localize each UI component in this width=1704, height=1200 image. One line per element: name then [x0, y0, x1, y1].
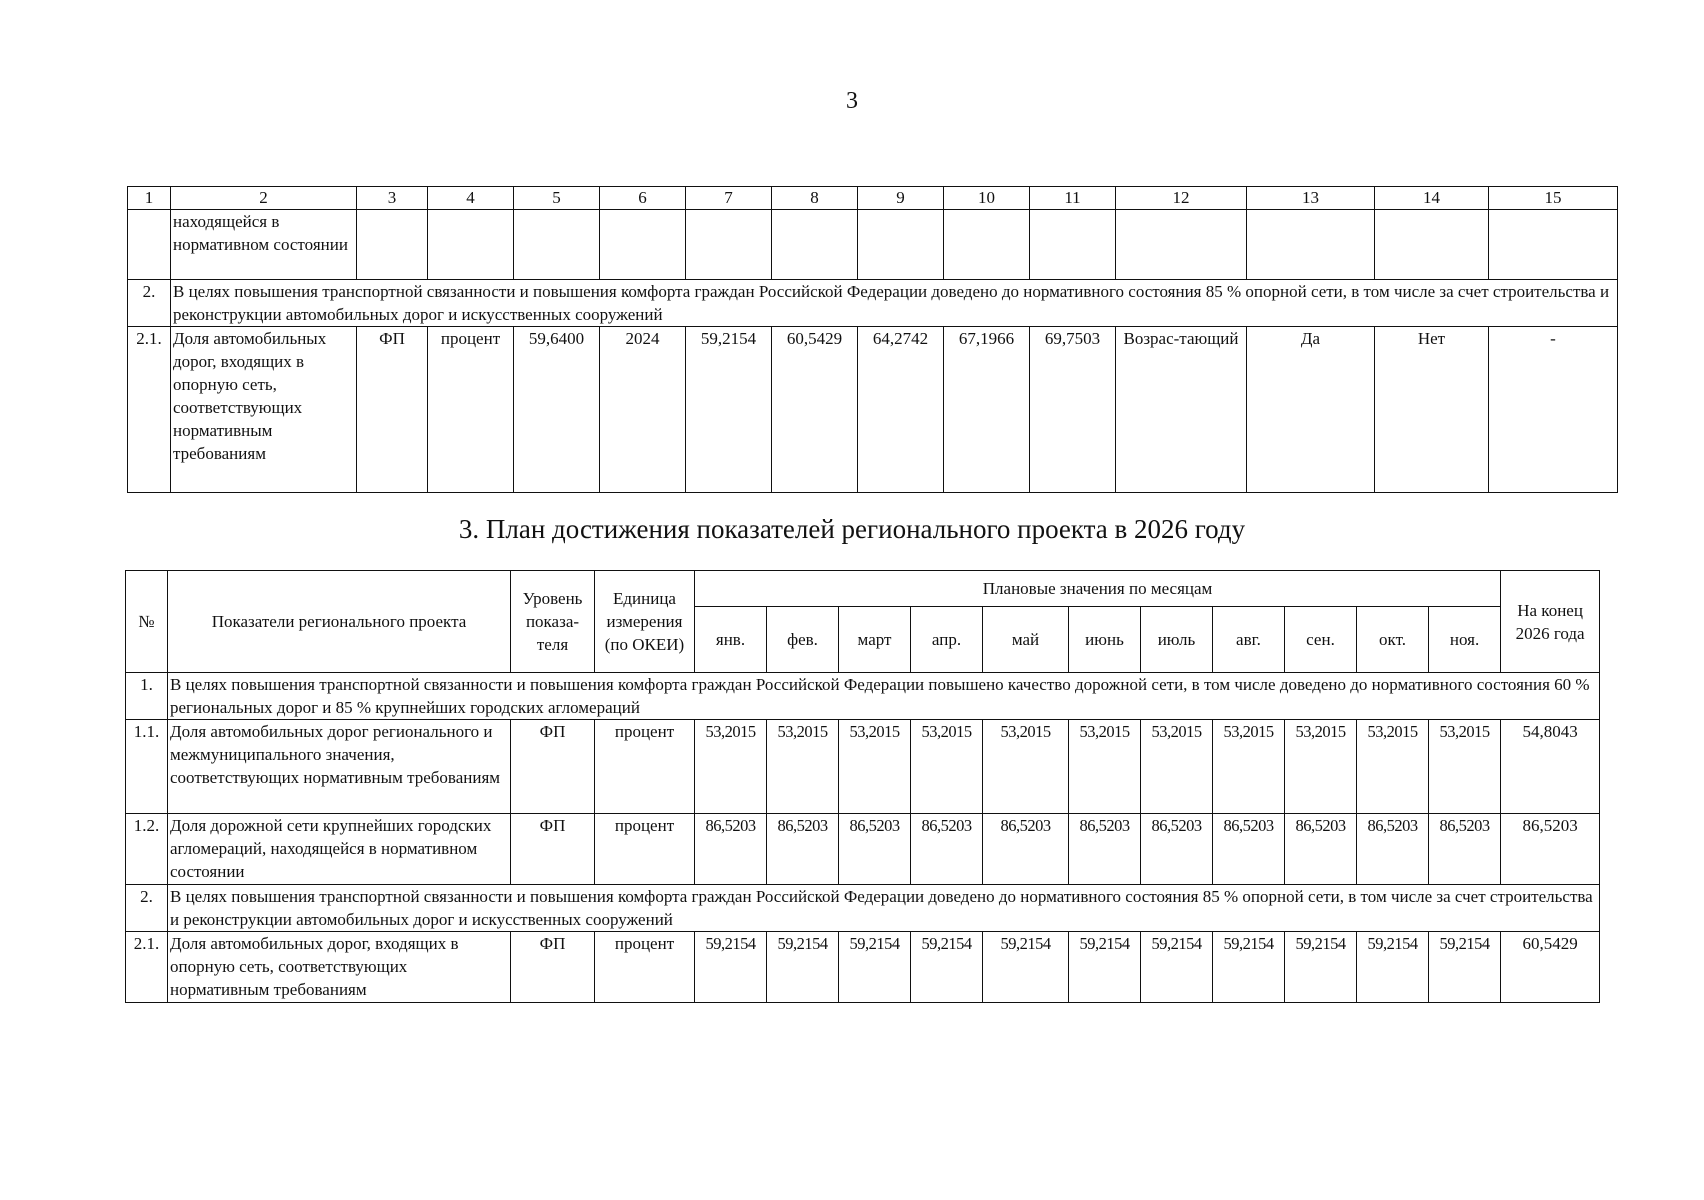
indicator-name: Доля автомобильных дорог регионального и межмуниципального значения, соответствующих нормативным требованиям: [168, 720, 511, 814]
header-row: [126, 571, 1600, 607]
monthly-plan-table: [125, 570, 1600, 1003]
row-number: 2.1.: [128, 327, 171, 493]
month-value: 53,2015: [1429, 720, 1501, 814]
month-value: 86,5203: [1285, 814, 1357, 885]
month-value: 59,2154: [839, 932, 911, 1003]
month-value: 53,2015: [1069, 720, 1141, 814]
section-text: В целях повышения транспортной связанности и повышения комфорта граждан Российской Федерации доведено до нормативного состояния 85 % опорной сети, в том числе за счет строительства и реконструкции автомобильных дорог и искусственных сооружений: [171, 280, 1618, 327]
col-num: 10: [944, 187, 1030, 210]
month-header: авг.: [1213, 607, 1285, 673]
col-num: 4: [428, 187, 514, 210]
value-cell: 59,2154: [686, 327, 772, 493]
indicator-name: Доля автомобильных дорог, входящих в опорную сеть, соответствующих нормативным требованиям: [171, 327, 357, 493]
section-row: [128, 280, 1618, 327]
month-value: 86,5203: [695, 814, 767, 885]
header-months-group: Плановые значения по месяцам: [695, 571, 1501, 607]
month-value: 86,5203: [1357, 814, 1429, 885]
month-value: 59,2154: [1357, 932, 1429, 1003]
month-value: 53,2015: [1357, 720, 1429, 814]
indicator-level: ФП: [511, 814, 595, 885]
indicator-name: находящейся в нормативном состоянии: [171, 210, 357, 280]
value-cell: 64,2742: [858, 327, 944, 493]
col-num: 2: [171, 187, 357, 210]
month-header: ноя.: [1429, 607, 1501, 673]
month-header: сен.: [1285, 607, 1357, 673]
col-num: 8: [772, 187, 858, 210]
yes-cell: Да: [1247, 327, 1375, 493]
month-header: янв.: [695, 607, 767, 673]
section-text: В целях повышения транспортной связанности и повышения комфорта граждан Российской Федерации доведено до нормативного состояния 85 % опорной сети, в том числе за счет строительства и реконструкции автомобильных дорог и искусственных сооружений: [168, 885, 1600, 932]
dash-cell: -: [1489, 327, 1618, 493]
month-header: окт.: [1357, 607, 1429, 673]
indicator-unit: процент: [595, 720, 695, 814]
col-num: 5: [514, 187, 600, 210]
year-end-value: 54,8043: [1501, 720, 1600, 814]
month-value: 59,2154: [695, 932, 767, 1003]
header-level: Уровень показа-теля: [511, 571, 595, 673]
base-value: 59,6400: [514, 327, 600, 493]
value-cell: 67,1966: [944, 327, 1030, 493]
value-cell: 69,7503: [1030, 327, 1116, 493]
month-value: 53,2015: [767, 720, 839, 814]
header-unit: Единица измерения (по ОКЕИ): [595, 571, 695, 673]
col-num: 13: [1247, 187, 1375, 210]
col-num: 11: [1030, 187, 1116, 210]
indicator-level: ФП: [357, 327, 428, 493]
table-row: [128, 210, 1618, 280]
month-header: март: [839, 607, 911, 673]
header-number: №: [126, 571, 168, 673]
month-value: 59,2154: [911, 932, 983, 1003]
section-row: [126, 885, 1600, 932]
month-value: 86,5203: [767, 814, 839, 885]
month-value: 59,2154: [1285, 932, 1357, 1003]
col-num: 7: [686, 187, 772, 210]
indicator-level: ФП: [511, 720, 595, 814]
year-end-value: 60,5429: [1501, 932, 1600, 1003]
month-header: фев.: [767, 607, 839, 673]
month-value: 59,2154: [767, 932, 839, 1003]
month-value: 53,2015: [1285, 720, 1357, 814]
month-value: 86,5203: [911, 814, 983, 885]
month-value: 53,2015: [1141, 720, 1213, 814]
month-value: 86,5203: [983, 814, 1069, 885]
indicator-name: Доля автомобильных дорог, входящих в опорную сеть, соответствующих нормативным требованиям: [168, 932, 511, 1003]
month-value: 59,2154: [1429, 932, 1501, 1003]
header-year-end: На конец 2026 года: [1501, 571, 1600, 673]
month-value: 59,2154: [983, 932, 1069, 1003]
month-value: 53,2015: [695, 720, 767, 814]
month-value: 59,2154: [1141, 932, 1213, 1003]
trend-cell: Возрас-тающий: [1116, 327, 1247, 493]
row-number: 2.1.: [126, 932, 168, 1003]
month-header: апр.: [911, 607, 983, 673]
month-value: 86,5203: [1213, 814, 1285, 885]
month-value: 86,5203: [1141, 814, 1213, 885]
col-num: 15: [1489, 187, 1618, 210]
indicator-unit: процент: [595, 932, 695, 1003]
month-value: 86,5203: [839, 814, 911, 885]
row-number: 1.2.: [126, 814, 168, 885]
month-value: 59,2154: [1213, 932, 1285, 1003]
row-number: 1.1.: [126, 720, 168, 814]
indicator-unit: процент: [428, 327, 514, 493]
month-value: 53,2015: [1213, 720, 1285, 814]
month-header: июль: [1141, 607, 1213, 673]
table-row: [126, 814, 1600, 885]
base-year: 2024: [600, 327, 686, 493]
indicator-level: ФП: [511, 932, 595, 1003]
section-number: 2.: [126, 885, 168, 932]
indicator-name: Доля дорожной сети крупнейших городских агломераций, находящейся в нормативном состоянии: [168, 814, 511, 885]
page-number: 3: [846, 88, 858, 114]
month-value: 53,2015: [839, 720, 911, 814]
indicators-table-continuation: [127, 186, 1618, 493]
table-row: [128, 327, 1618, 493]
section-number: 1.: [126, 673, 168, 720]
no-cell: Нет: [1375, 327, 1489, 493]
section-text: В целях повышения транспортной связанности и повышения комфорта граждан Российской Федерации повышено качество дорожной сети, в том числе доведено до нормативного состояния 60 % региональных дорог и 85 % крупнейших городских агломераций: [168, 673, 1600, 720]
value-cell: 60,5429: [772, 327, 858, 493]
month-header: июнь: [1069, 607, 1141, 673]
col-num: 3: [357, 187, 428, 210]
col-num: 6: [600, 187, 686, 210]
header-indicator: Показатели регионального проекта: [168, 571, 511, 673]
indicator-unit: процент: [595, 814, 695, 885]
section-title: 3. План достижения показателей регионального проекта в 2026 году: [458, 514, 1246, 544]
month-header: май: [983, 607, 1069, 673]
month-value: 53,2015: [983, 720, 1069, 814]
month-value: 86,5203: [1429, 814, 1501, 885]
table-row: [126, 720, 1600, 814]
col-num: 1: [128, 187, 171, 210]
col-num: 12: [1116, 187, 1247, 210]
section-row: [126, 673, 1600, 720]
table-row: [126, 932, 1600, 1003]
year-end-value: 86,5203: [1501, 814, 1600, 885]
section-number: 2.: [128, 280, 171, 327]
col-num: 9: [858, 187, 944, 210]
month-value: 59,2154: [1069, 932, 1141, 1003]
column-number-row: [128, 187, 1618, 210]
month-value: 86,5203: [1069, 814, 1141, 885]
col-num: 14: [1375, 187, 1489, 210]
month-value: 53,2015: [911, 720, 983, 814]
